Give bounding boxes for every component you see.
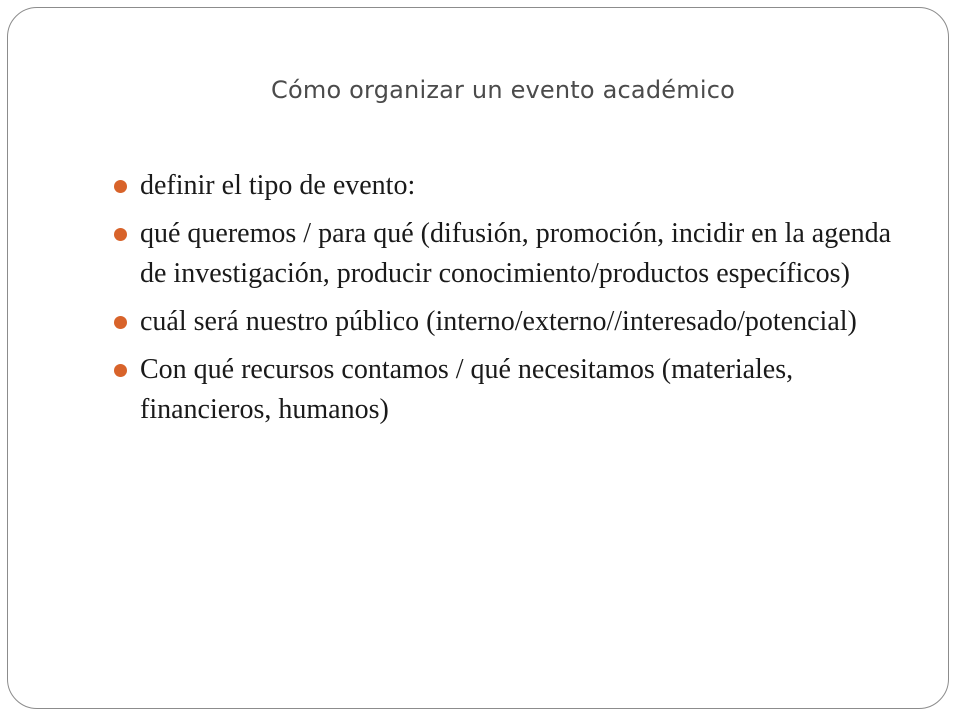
slide-frame bbox=[7, 7, 949, 709]
bullet-dot-icon bbox=[114, 316, 127, 329]
bullet-text: qué queremos / para qué (difusión, promoción, incidir en la agenda de investigación, producir conocimiento/productos específicos) bbox=[140, 218, 892, 289]
list-item bbox=[114, 302, 904, 342]
bullet-dot-icon bbox=[114, 180, 127, 193]
list-item bbox=[114, 166, 904, 206]
slide-title: Cómo organizar un evento académico bbox=[271, 76, 735, 104]
bullet-text: Con qué recursos contamos / qué necesitamos (materiales, financieros, humanos) bbox=[140, 354, 794, 425]
list-item bbox=[114, 350, 904, 430]
bullet-list bbox=[114, 166, 904, 438]
list-item bbox=[114, 214, 904, 294]
bullet-text: definir el tipo de evento: bbox=[140, 170, 416, 201]
bullet-text: cuál será nuestro público (interno/externo//interesado/potencial) bbox=[140, 306, 857, 337]
bullet-dot-icon bbox=[114, 364, 127, 377]
bullet-dot-icon bbox=[114, 228, 127, 241]
